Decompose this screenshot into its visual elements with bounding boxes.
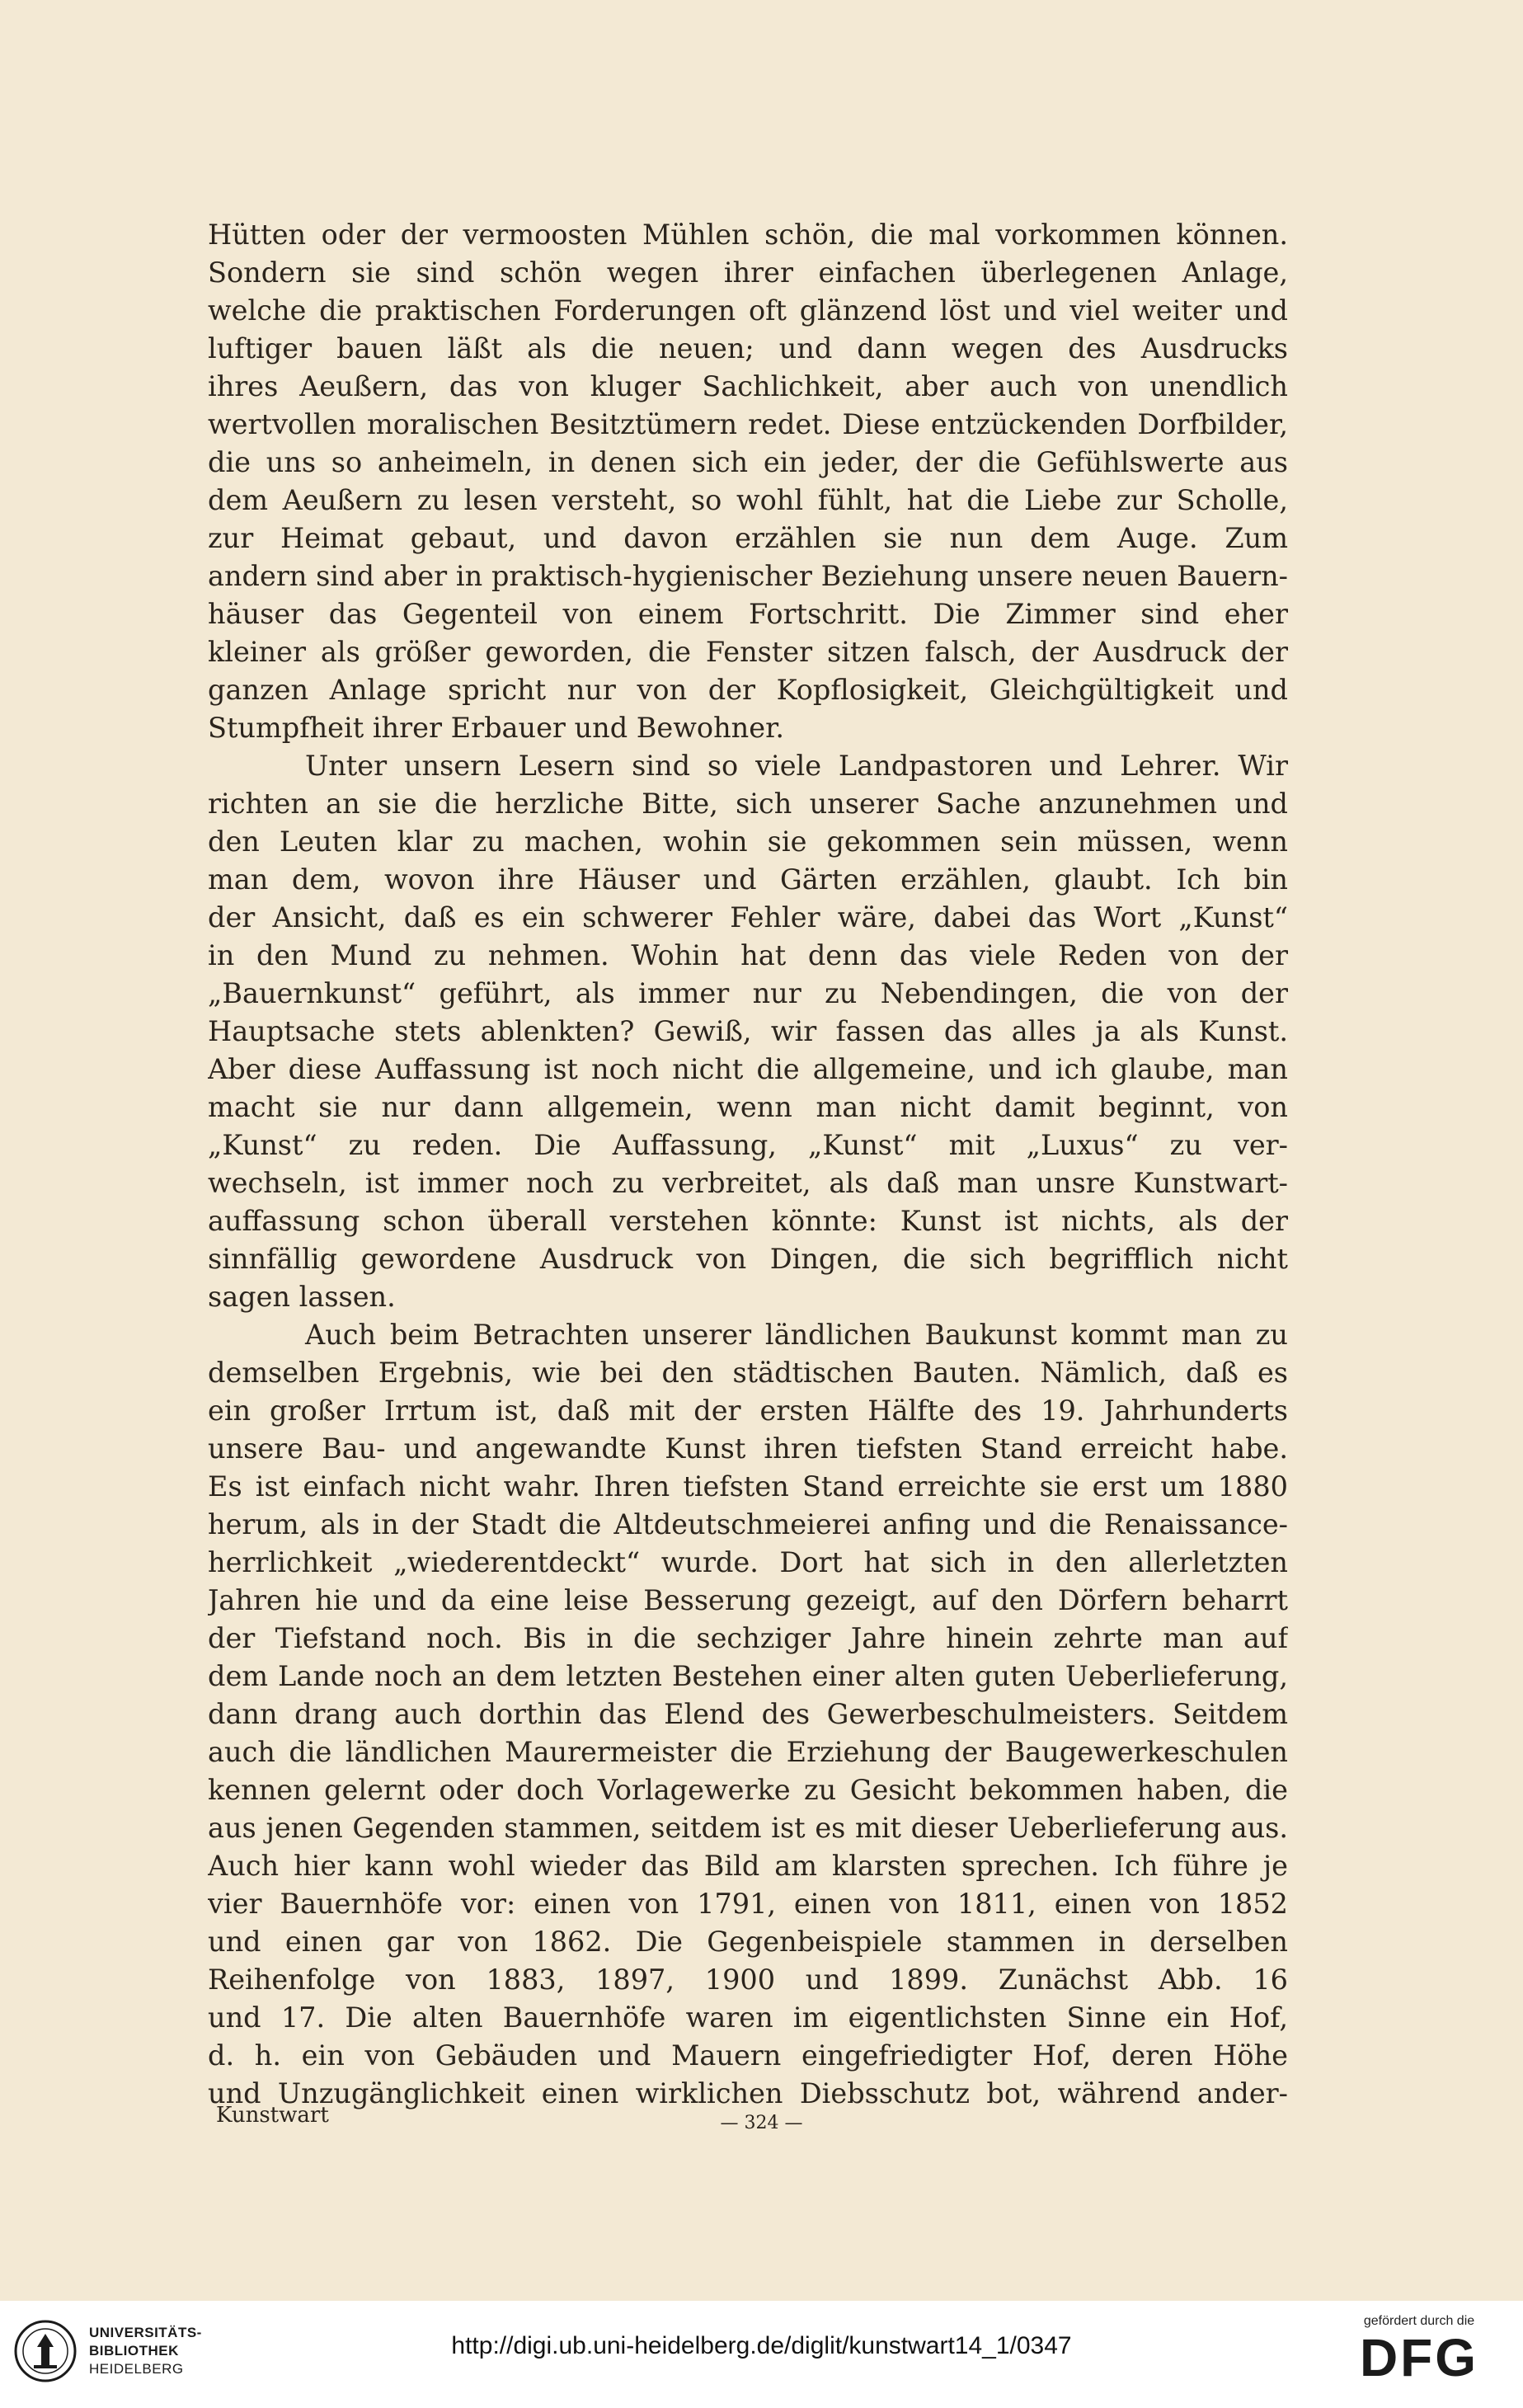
- text-line: unsere Bau- und angewandte Kunst ihren tiefsten Stand erreicht habe.: [208, 1432, 1288, 1465]
- institution-line: UNIVERSITÄTS-: [89, 2325, 202, 2340]
- text-line: der Tiefstand noch. Bis in die sechziger Jahre hinein zehrte man auf: [208, 1622, 1288, 1654]
- text-line: Hauptsache stets ablenkten? Gewiß, wir fassen das alles ja als Kunst.: [208, 1015, 1288, 1047]
- text-line: und 17. Die alten Bauernhöfe waren im eigentlichsten Sinne ein Hof,: [208, 2001, 1288, 2034]
- text-line: demselben Ergebnis, wie bei den städtischen Bauten. Nämlich, daß es: [208, 1357, 1288, 1389]
- text-line: Unter unsern Lesern sind so viele Landpastoren und Lehrer. Wir: [305, 750, 1288, 782]
- text-line: luftiger bauen läßt als die neuen; und dann wegen des Ausdrucks: [208, 332, 1288, 364]
- text-line: dann drang auch dorthin das Elend des Gewerbeschulmeisters. Seitdem: [208, 1698, 1288, 1730]
- institution-line: HEIDELBERG: [89, 2361, 184, 2377]
- source-url-link[interactable]: http://digi.ub.uni-heidelberg.de/diglit/kunstwart14_1/0347: [451, 2332, 1072, 2359]
- text-line: Hütten oder der vermoosten Mühlen schön, die mal vorkommen können.: [208, 219, 1288, 251]
- funder-label: gefördert durch die: [1363, 2314, 1475, 2328]
- text-line: herum, als in der Stadt die Altdeutschmeierei anfing und die Renaissance-: [208, 1508, 1288, 1540]
- text-line: d. h. ein von Gebäuden und Mauern eingefriedigter Hof, deren Höhe: [208, 2039, 1288, 2072]
- text-line: herrlichkeit „wiederentdeckt“ wurde. Dort hat sich in den allerletzten: [208, 1546, 1288, 1578]
- text-line: aus jenen Gegenden stammen, seitdem ist es mit dieser Ueberlieferung aus.: [208, 1812, 1288, 1844]
- text-line: ganzen Anlage spricht nur von der Kopflosigkeit, Gleichgültigkeit und: [208, 674, 1288, 706]
- text-line: und einen gar von 1862. Die Gegenbeispiele stammen in derselben: [208, 1926, 1288, 1958]
- text-line: wertvollen moralischen Besitztümern redet. Diese entzückenden Dorfbilder,: [208, 408, 1288, 440]
- text-line: man dem, wovon ihre Häuser und Gärten erzählen, glaubt. Ich bin: [208, 863, 1288, 896]
- funder-logo-block[interactable]: [1337, 2314, 1502, 2387]
- text-line: Jahren hie und da eine leise Besserung gezeigt, auf den Dörfern beharrt: [208, 1584, 1288, 1616]
- text-line: kleiner als größer geworden, die Fenster sitzen falsch, der Ausdruck der: [208, 636, 1288, 668]
- text-line: Sondern sie sind schön wegen ihrer einfachen überlegenen Anlage,: [208, 256, 1288, 289]
- text-line: wechseln, ist immer noch zu verbreitet, als daß man unsre Kunstwart-: [208, 1167, 1288, 1199]
- text-line: den Leuten klar zu machen, wohin sie gekommen sein müssen, wenn: [208, 825, 1288, 858]
- text-line: vier Bauernhöfe vor: einen von 1791, einen von 1811, einen von 1852: [208, 1888, 1288, 1920]
- text-line: sinnfällig gewordene Ausdruck von Dingen, die sich begrifflich nicht: [208, 1243, 1288, 1275]
- text-line: welche die praktischen Forderungen oft glänzend löst und viel weiter und: [208, 294, 1288, 327]
- text-line: und Unzugänglichkeit einen wirklichen Diebsschutz bot, während ander-: [208, 2077, 1288, 2109]
- text-line: Es ist einfach nicht wahr. Ihren tiefsten Stand erreichte sie erst um 1880: [208, 1470, 1288, 1503]
- text-line: „Bauernkunst“ geführt, als immer nur zu Nebendingen, die von der: [208, 977, 1288, 1009]
- text-line: andern sind aber in praktisch-hygienischer Beziehung unsere neuen Bauern-: [208, 560, 1288, 592]
- text-line: dem Lande noch an dem letzten Bestehen einer alten guten Ueberlieferung,: [208, 1660, 1288, 1692]
- text-line: richten an sie die herzliche Bitte, sich unserer Sache anzunehmen und: [208, 788, 1288, 820]
- running-footer: Kunstwart: [216, 2103, 329, 2128]
- text-line: auch die ländlichen Maurermeister die Erziehung der Baugewerkeschulen: [208, 1736, 1288, 1768]
- institution-line: BIBLIOTHEK: [89, 2343, 179, 2359]
- text-line: häuser das Gegenteil von einem Fortschritt. Die Zimmer sind eher: [208, 598, 1288, 630]
- dfg-logo: DFG: [1359, 2328, 1479, 2387]
- text-line: zur Heimat gebaut, und davon erzählen sie nun dem Auge. Zum: [208, 522, 1288, 554]
- text-line: Reihenfolge von 1883, 1897, 1900 und 1899. Zunächst Abb. 16: [208, 1964, 1288, 1996]
- text-line: Aber diese Auffassung ist noch nicht die allgemeine, und ich glaube, man: [208, 1053, 1288, 1085]
- text-line: der Ansicht, daß es ein schwerer Fehler wäre, dabei das Wort „Kunst“: [208, 901, 1288, 934]
- text-line: auffassung schon überall verstehen könnte: Kunst ist nichts, als der: [208, 1205, 1288, 1237]
- text-line: dem Aeußern zu lesen versteht, so wohl fühlt, hat die Liebe zur Scholle,: [208, 484, 1288, 516]
- text-line: „Kunst“ zu reden. Die Auffassung, „Kunst“ mit „Luxus“ zu ver-: [208, 1129, 1288, 1161]
- text-line: Auch hier kann wohl wieder das Bild am klarsten sprechen. Ich führe je: [208, 1850, 1288, 1882]
- body-text: [208, 216, 1288, 2113]
- text-line: Stumpfheit ihrer Erbauer und Bewohner.: [208, 712, 785, 744]
- page-number: — 324 —: [720, 2113, 803, 2133]
- text-line: in den Mund zu nehmen. Wohin hat denn das viele Reden von der: [208, 939, 1288, 971]
- text-line: Auch beim Betrachten unserer ländlichen Baukunst kommt man zu: [305, 1319, 1288, 1351]
- text-line: ihres Aeußern, das von kluger Sachlichkeit, aber auch von unendlich: [208, 370, 1288, 402]
- text-line: ein großer Irrtum ist, daß mit der ersten Hälfte des 19. Jahrhunderts: [208, 1394, 1288, 1427]
- text-line: sagen lassen.: [208, 1281, 396, 1313]
- text-line: kennen gelernt oder doch Vorlagewerke zu Gesicht bekommen haben, die: [208, 1774, 1288, 1806]
- viewer-footer-bar: [0, 2301, 1523, 2408]
- text-line: macht sie nur dann allgemein, wenn man nicht damit beginnt, von: [208, 1091, 1288, 1123]
- text-line: die uns so anheimeln, in denen sich ein jeder, der die Gefühlswerte aus: [208, 446, 1288, 478]
